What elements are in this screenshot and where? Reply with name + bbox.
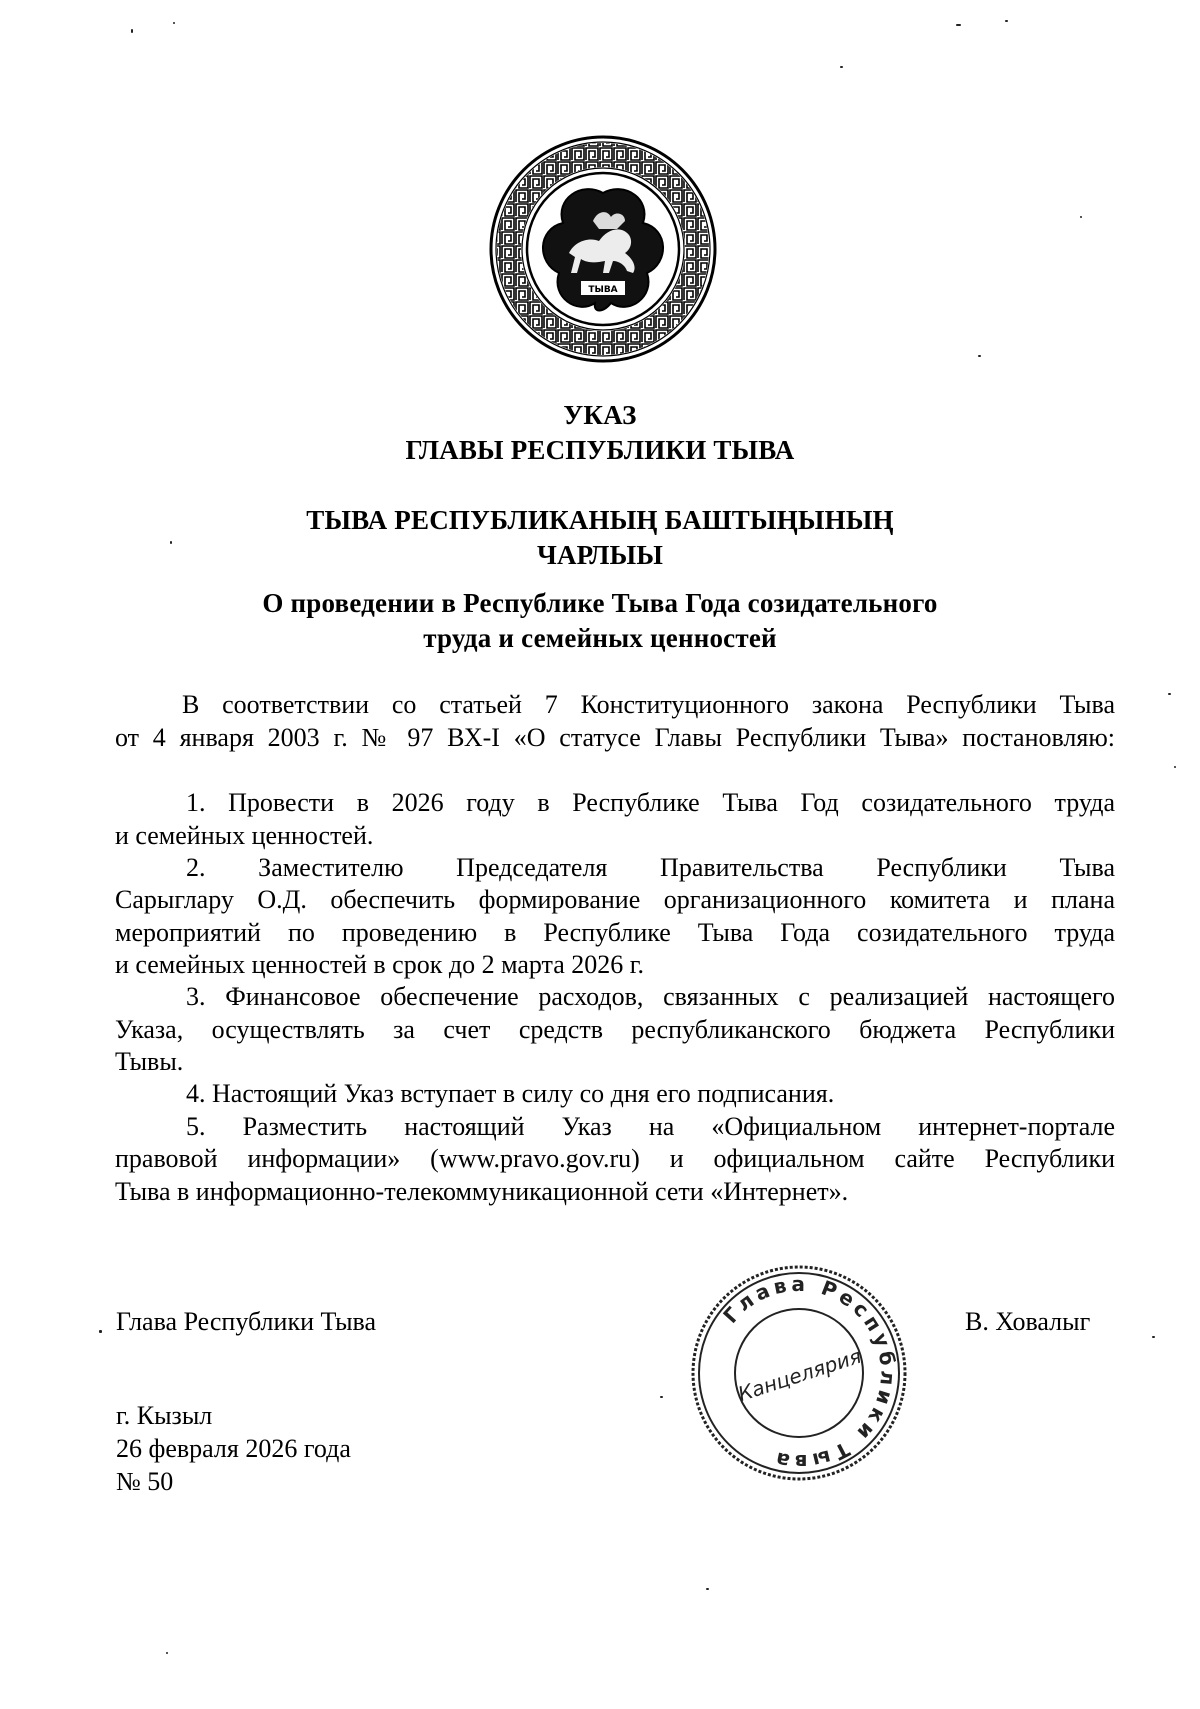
scan-speck xyxy=(1174,766,1176,768)
issue-date: 26 февраля 2026 года xyxy=(116,1434,351,1463)
scan-speck xyxy=(660,1396,663,1398)
signatory-name: В. Ховалыг xyxy=(965,1307,1091,1336)
scan-speck xyxy=(99,1330,102,1333)
issue-city: г. Кызыл xyxy=(116,1401,213,1430)
official-stamp-icon xyxy=(688,1262,910,1484)
item-3-line: 3. Финансовое обеспечение расходов, связанных с реализацией настоящего xyxy=(186,982,1115,1011)
stamp-center-text: Канцелярия xyxy=(735,1343,865,1407)
item-2-line: мероприятий по проведению в Республике Тыва Года созидательного труда xyxy=(115,918,1115,947)
item-5-line: правовой информации» (www.pravo.gov.ru) и официальном сайте Республики xyxy=(115,1144,1115,1173)
item-1-line: 1. Провести в 2026 году в Республике Тыва Год созидательного труда xyxy=(186,788,1115,817)
coat-of-arms-emblem-icon xyxy=(487,133,719,365)
scan-speck xyxy=(1005,20,1008,22)
intro-line: В соответствии со статьей 7 Конституционного закона Республики Тыва xyxy=(182,690,1115,719)
scan-speck xyxy=(978,355,981,357)
scan-speck xyxy=(1080,216,1082,218)
item-1-line: и семейных ценностей. xyxy=(115,821,374,850)
signatory-position: Глава Республики Тыва xyxy=(116,1307,377,1336)
scan-speck xyxy=(170,541,172,544)
decree-title-tuvan-2: ЧАРЛЫЫ xyxy=(536,540,664,570)
scan-speck xyxy=(173,22,175,24)
decree-subject-2: труда и семейных ценностей xyxy=(423,623,777,653)
item-2-line: Сарыглару О.Д. обеспечить формирование организационного комитета и плана xyxy=(115,885,1115,914)
scan-speck xyxy=(1168,693,1171,695)
stamp-ring-text: Глава Республики Тыва xyxy=(718,1271,901,1475)
intro-line: от 4 января 2003 г. № 97 ВХ-I «О статусе Главы Республики Тыва» постановляю: xyxy=(115,723,1115,752)
scan-speck xyxy=(840,66,843,68)
scan-speck xyxy=(1152,1336,1155,1338)
decree-subject: О проведении в Республике Тыва Года созидательного xyxy=(262,588,938,618)
decree-issuer: ГЛАВЫ РЕСПУБЛИКИ ТЫВА xyxy=(405,435,795,465)
scan-speck xyxy=(706,1588,709,1590)
scan-speck xyxy=(956,24,961,26)
item-3-line: Тывы. xyxy=(115,1047,184,1076)
item-3-line: Указа, осуществлять за счет средств республиканского бюджета Республики xyxy=(115,1015,1115,1044)
scan-speck xyxy=(131,29,133,33)
item-5-line: Тыва в информационно-телекоммуникационной сети «Интернет». xyxy=(115,1177,849,1206)
item-2-line: и семейных ценностей в срок до 2 марта 2026 г. xyxy=(115,950,644,979)
item-4-line: 4. Настоящий Указ вступает в силу со дня его подписания. xyxy=(186,1079,835,1108)
decree-title-tuvan: ТЫВА РЕСПУБЛИКАНЫҢ БАШТЫҢЫНЫҢ xyxy=(306,505,894,535)
item-5-line: 5. Разместить настоящий Указ на «Официальном интернет-портале xyxy=(186,1112,1115,1141)
item-2-line: 2. Заместителю Председателя Правительства Республики Тыва xyxy=(186,853,1115,882)
scan-speck xyxy=(166,1652,168,1654)
svg-text:ТЫВА: ТЫВА xyxy=(588,285,618,295)
decree-number: № 50 xyxy=(116,1467,174,1496)
decree-title: УКАЗ xyxy=(563,400,637,430)
